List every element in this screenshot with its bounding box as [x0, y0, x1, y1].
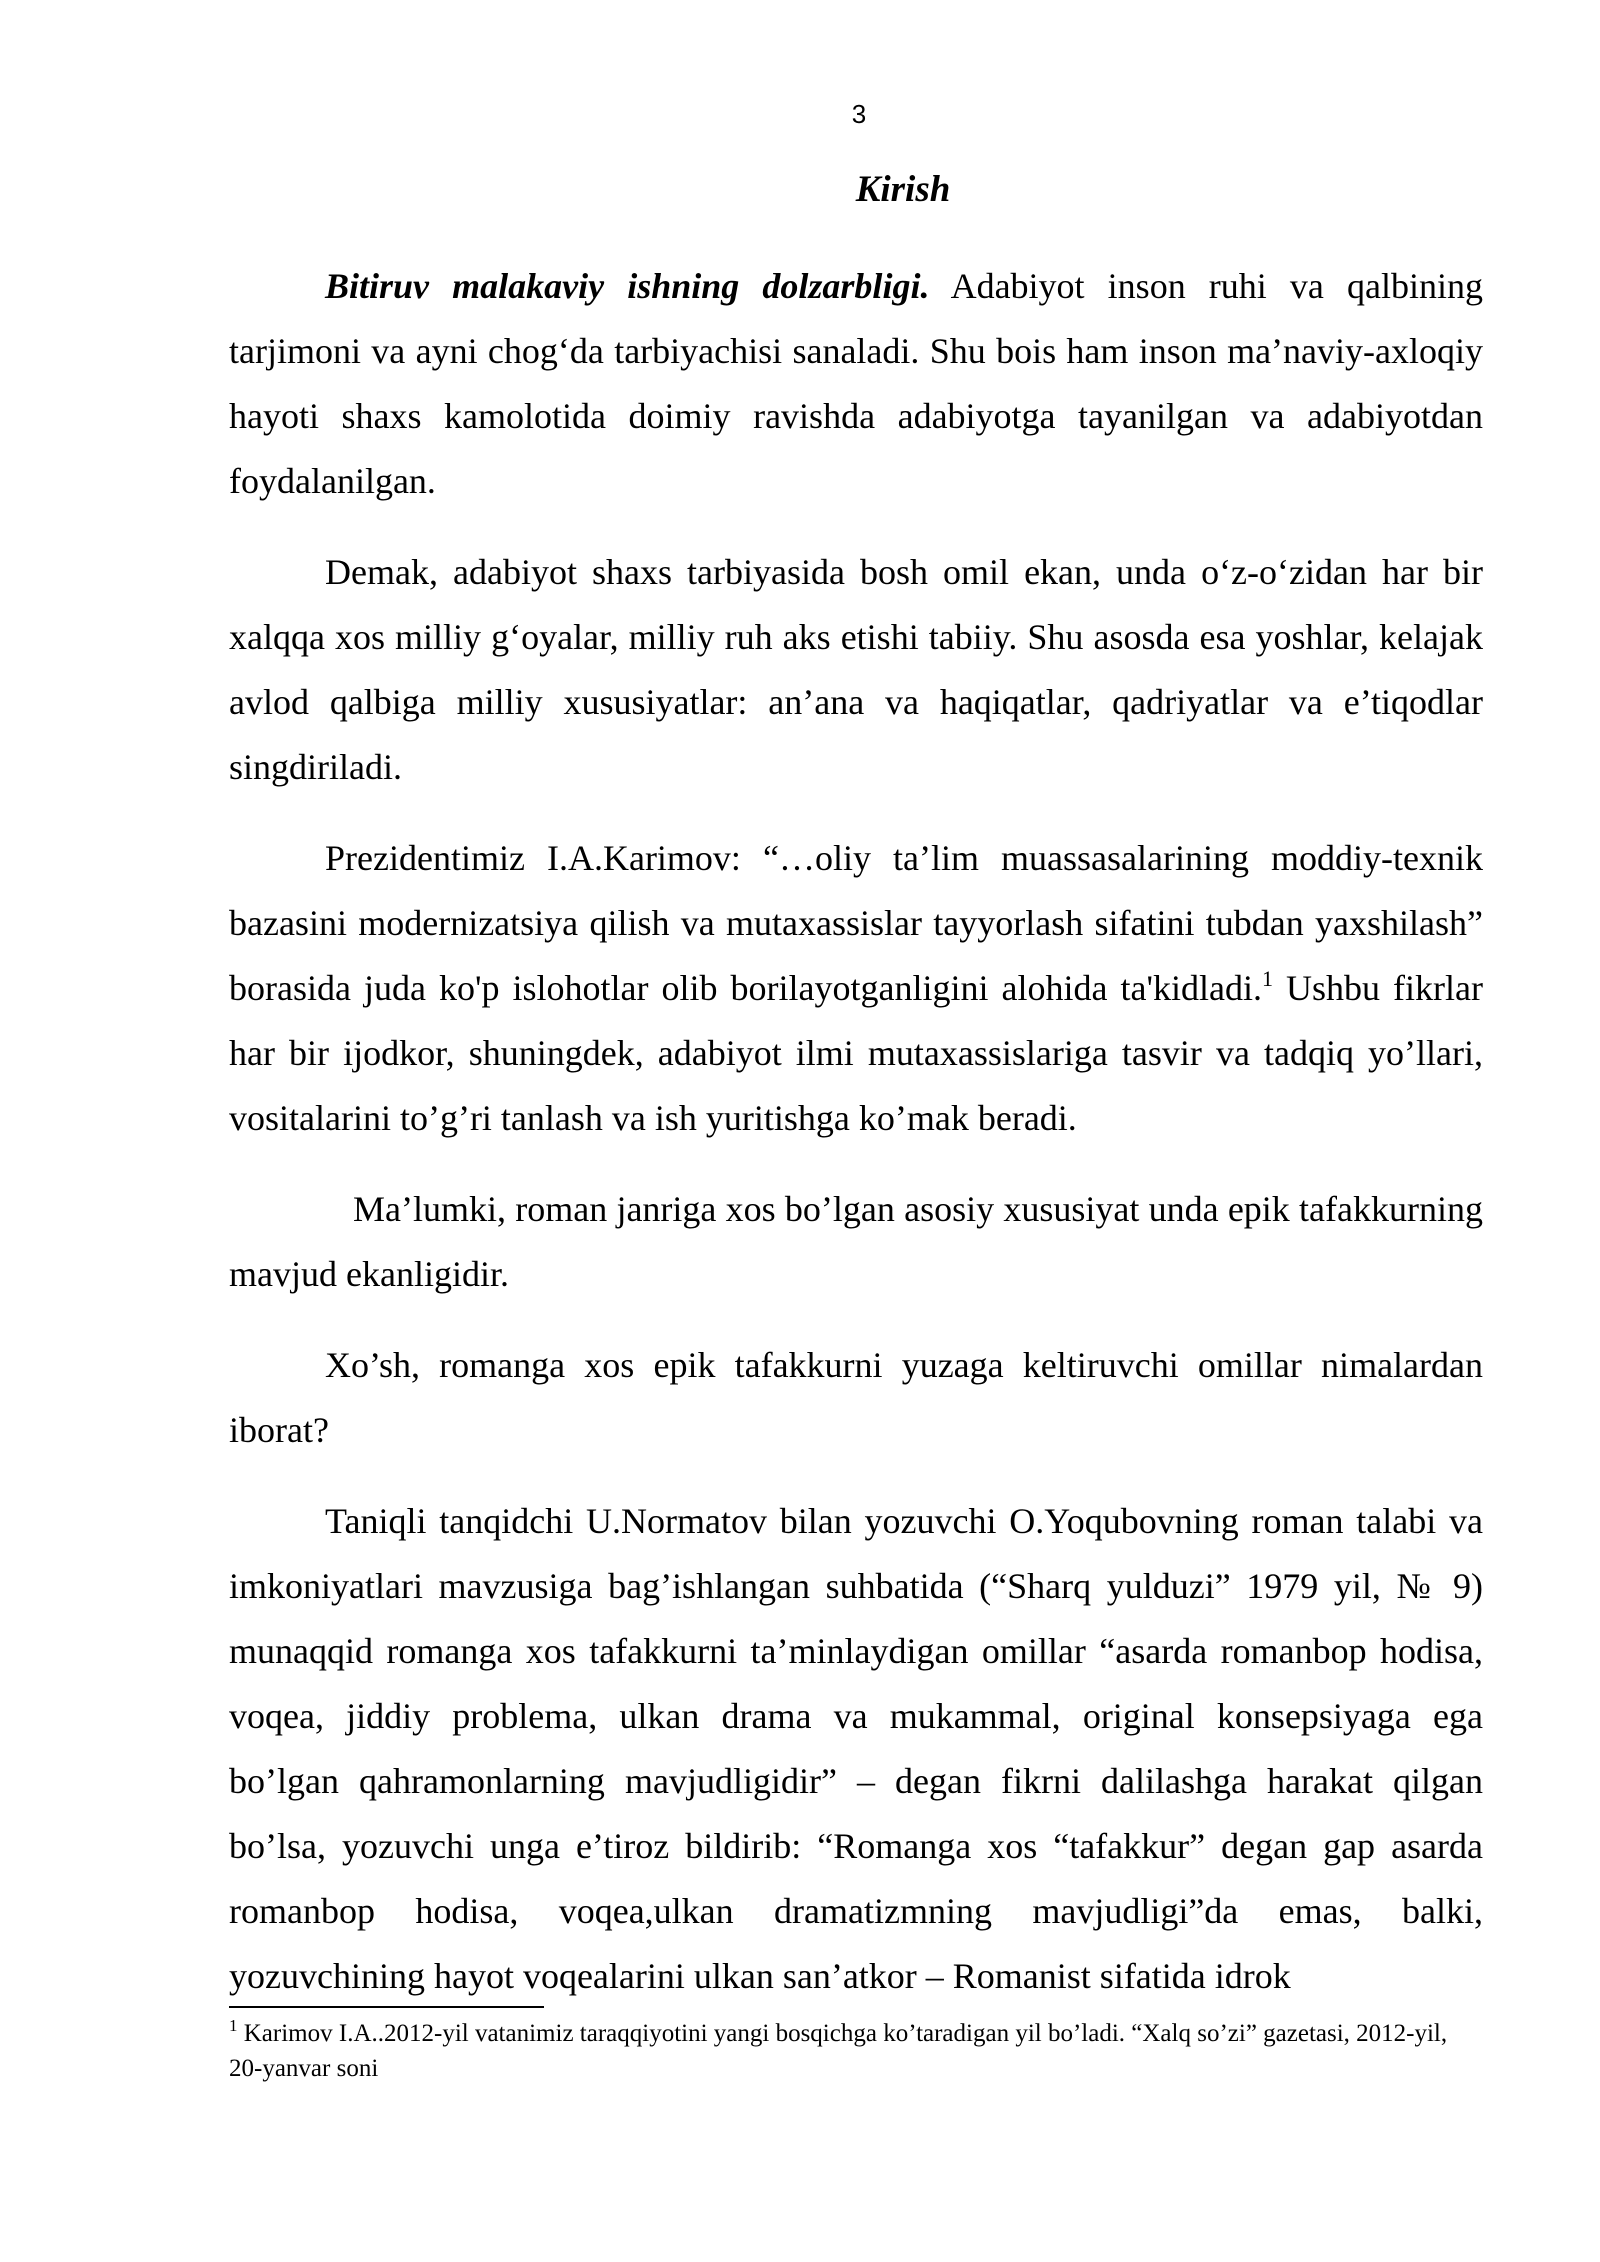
- paragraph-lead: Bitiruv malakaviy ishning dolzarbligi.: [325, 266, 930, 306]
- paragraph-question: Xo’sh, romanga xos epik tafakkurni yuzaga keltiruvchi omillar nimalardan iborat?: [229, 1345, 1483, 1450]
- paragraph-text: Prezidentimiz I.A.Karimov: “…oliy ta’lim muassasalarining moddiy-texnik bazasini modernizatsiya qilish va mutaxassislar tayyorlash sifatini tubdan yaxshilash” borasida juda ko'p islohotlar olib borilayotganligini alohida ta'kidladi.: [229, 838, 1483, 1008]
- paragraph-text: Adabiyot inson ruhi va qalbining tarjimoni va ayni chog‘da tarbiyachisi sanaladi. Shu bois ham inson ma’naviy-axloqiy hayoti shaxs kamolotida doimiy ravishda adabiyotga tayanilgan va adabiyotdan foydalanilgan.: [229, 266, 1483, 501]
- footnote-separator: [229, 2006, 544, 2008]
- body-text: [229, 254, 1483, 2009]
- footnote: [229, 2016, 1483, 2086]
- paragraph-president-quote: [229, 826, 1483, 1151]
- paragraph-normatov-discussion: Taniqli tanqidchi U.Normatov bilan yozuvchi O.Yoqubovning roman talabi va imkoniyatlari mavzusiga bag’ishlangan suhbatida (“Sharq yulduzi” 1979 yil, № 9) munaqqid romanga xos tafakkurni ta’minlaydigan omillar “asarda romanbop hodisa, voqea, jiddiy problema, ulkan drama va mukammal, original konsepsiyaga ega bo’lgan qahramonlarning mavjudligidir” – degan fikrni dalilashga harakat qilgan bo’lsa, yozuvchi unga e’tiroz bildirib: “Romanga xos “tafakkur” degan gap asarda romanbop hodisa, voqea,ulkan dramatizmning mavjudligi”da emas, balki, yozuvchining hayot voqealarini ulkan san’atkor – Romanist sifatida idrok: [229, 1501, 1483, 1996]
- paragraph-literature-role: Demak, adabiyot shaxs tarbiyasida bosh omil ekan, unda o‘z-o‘zidan har bir xalqqa xos milliy g‘oyalar, milliy ruh aks etishi tabiiy. Shu asosda esa yoshlar, kelajak avlod qalbiga milliy xususiyatlar: an’ana va haqiqatlar, qadriyatlar va e’tiqodlar singdiriladi.: [229, 552, 1483, 787]
- footnote-marker: 1: [229, 2016, 238, 2035]
- paragraph-relevance: [229, 254, 1483, 514]
- footnote-text: Karimov I.A..2012-yil vatanimiz taraqqiyotini yangi bosqichga ko’taradigan yil bo’ladi. “Xalq so’zi” gazetasi, 2012-yil, 20-yanvar soni: [229, 2020, 1448, 2082]
- paragraph-continuation: Ushbu fikrlar har bir ijodkor, shuningdek, adabiyot ilmi mutaxassislariga tasvir va tadqiq yo’llari, vositalarini to’g’ri tanlash va ish yuritishga ko’mak beradi.: [229, 968, 1483, 1138]
- paragraph-roman-genre: Ma’lumki, roman janriga xos bo’lgan asosiy xususiyat unda epik tafakkurning mavjud ekanligidir.: [229, 1189, 1483, 1294]
- section-heading: Kirish: [855, 169, 951, 210]
- page-number: 3: [851, 99, 867, 129]
- footnote-reference: 1: [1261, 966, 1273, 991]
